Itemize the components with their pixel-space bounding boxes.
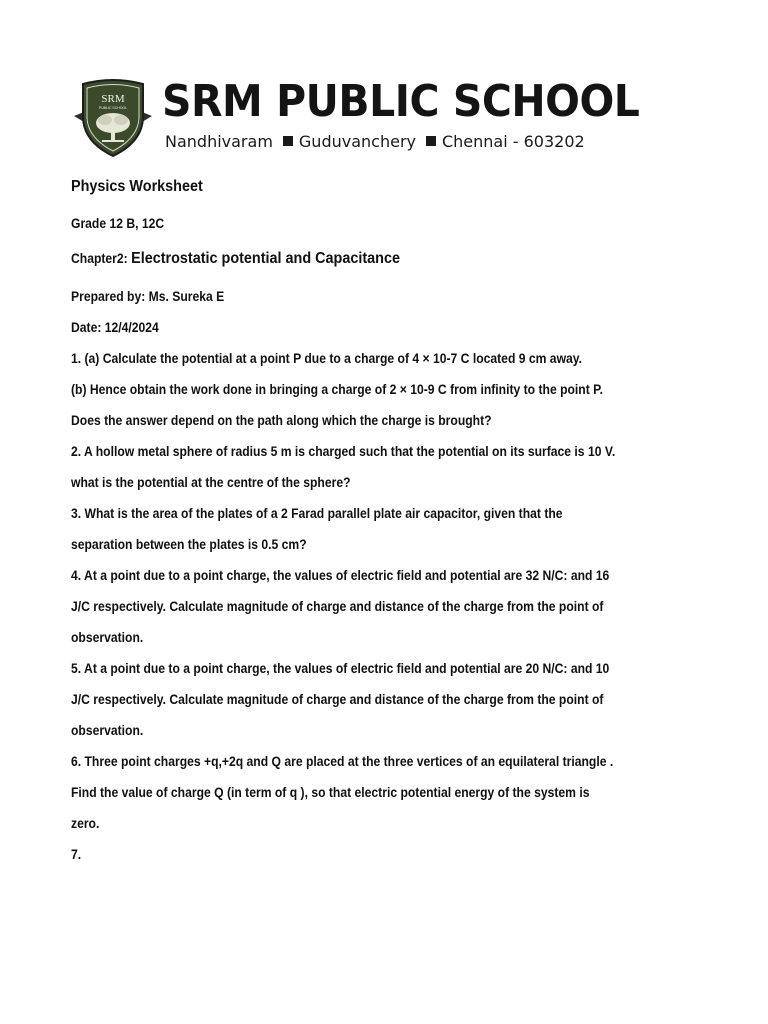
question-line: separation between the plates is 0.5 cm? bbox=[71, 537, 307, 552]
crest-subtext: PUBLIC SCHOOL bbox=[98, 106, 128, 110]
question-line: J/C respectively. Calculate magnitude of charge and distance of the charge from the point of bbox=[71, 692, 604, 707]
prepared-by: Prepared by: Ms. Sureka E bbox=[71, 289, 225, 304]
school-name: SRM PUBLIC SCHOOL bbox=[162, 76, 640, 127]
grade-line: Grade 12 B, 12C bbox=[71, 216, 165, 231]
address-town: Guduvanchery bbox=[298, 132, 416, 151]
school-header bbox=[72, 76, 640, 160]
question-line: 7. bbox=[71, 847, 82, 862]
question-line: J/C respectively. Calculate magnitude of charge and distance of the charge from the point of bbox=[71, 599, 604, 614]
question-line: what is the potential at the centre of the sphere? bbox=[71, 475, 351, 490]
question-line: 5. At a point due to a point charge, the values of electric field and potential are 20 N/C: and 10 bbox=[71, 661, 610, 676]
school-address bbox=[165, 132, 585, 152]
question-line: 3. What is the area of the plates of a 2 Farad parallel plate air capacitor, given that the bbox=[71, 506, 563, 521]
address-city: Chennai - 603202 bbox=[441, 132, 585, 151]
question-line: 6. Three point charges +q,+2q and Q are placed at the three vertices of an equilateral triangle . bbox=[71, 754, 614, 769]
chapter-line bbox=[71, 250, 400, 268]
question-line: (b) Hence obtain the work done in bringing a charge of 2 × 10-9 C from infinity to the point P. bbox=[71, 382, 604, 397]
question-line: observation. bbox=[71, 630, 144, 645]
square-bullet-icon bbox=[426, 136, 436, 146]
worksheet-title: Physics Worksheet bbox=[71, 178, 203, 195]
question-line: observation. bbox=[71, 723, 144, 738]
square-bullet-icon bbox=[283, 136, 293, 146]
question-line: 2. A hollow metal sphere of radius 5 m is charged such that the potential on its surface is 10 V. bbox=[71, 444, 616, 459]
question-line: Find the value of charge Q (in term of q ), so that electric potential energy of the system is bbox=[71, 785, 590, 800]
question-line: Does the answer depend on the path along which the charge is brought? bbox=[71, 413, 492, 428]
question-line: zero. bbox=[71, 816, 100, 831]
address-locality: Nandhivaram bbox=[165, 132, 273, 151]
date-line: Date: 12/4/2024 bbox=[71, 320, 159, 335]
crest-text: SRM bbox=[101, 93, 125, 105]
chapter-title: Electrostatic potential and Capacitance bbox=[131, 250, 400, 267]
school-crest-logo bbox=[72, 78, 154, 158]
chapter-label: Chapter2: bbox=[71, 251, 128, 266]
question-line: 1. (a) Calculate the potential at a point P due to a charge of 4 × 10-7 C located 9 cm away. bbox=[71, 351, 583, 366]
question-line: 4. At a point due to a point charge, the values of electric field and potential are 32 N/C: and 16 bbox=[71, 568, 610, 583]
